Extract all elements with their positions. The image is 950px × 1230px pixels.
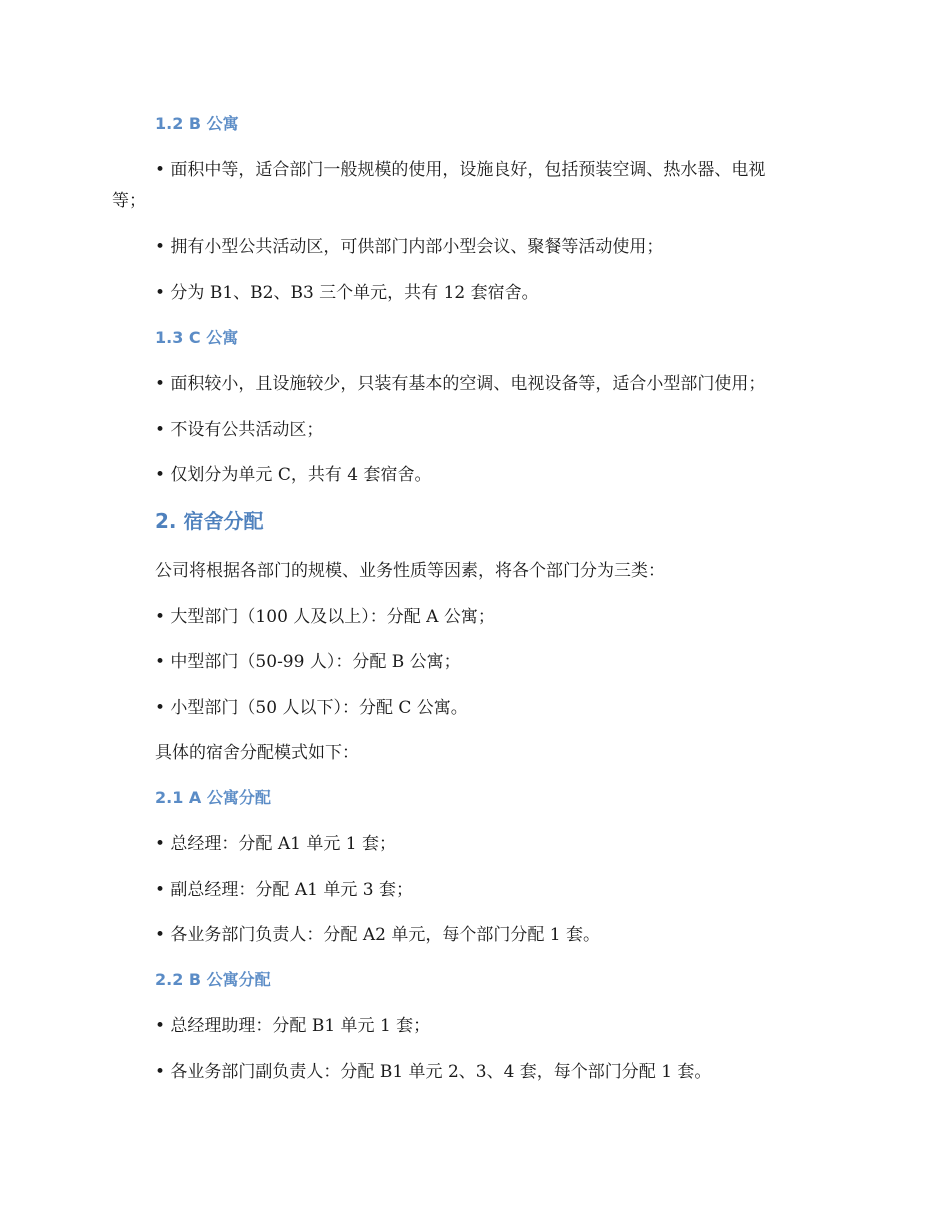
section-heading-1-2: 1.2 B 公寓 xyxy=(155,114,239,133)
bullet-item: • 总经理：分配 A1 单元 1 套； xyxy=(155,834,396,854)
bullet-item: • 仅划分为单元 C，共有 4 套宿舍。 xyxy=(155,465,432,485)
section-heading-2-1: 2.1 A 公寓分配 xyxy=(155,788,271,807)
bullet-item: • 各业务部门副负责人：分配 B1 单元 2、3、4 套，每个部门分配 1 套。 xyxy=(155,1062,712,1082)
bullet-item: • 各业务部门负责人：分配 A2 单元，每个部门分配 1 套。 xyxy=(155,925,600,945)
paragraph: 具体的宿舍分配模式如下： xyxy=(155,743,359,763)
section-heading-2-2: 2.2 B 公寓分配 xyxy=(155,970,271,989)
bullet-item: • 面积中等，适合部门一般规模的使用，设施良好，包括预装空调、热水器、电视 xyxy=(155,160,766,180)
bullet-item: • 中型部门（50-99 人）：分配 B 公寓； xyxy=(155,652,461,672)
paragraph: 公司将根据各部门的规模、业务性质等因素，将各个部门分为三类： xyxy=(155,561,665,581)
section-heading-1-3: 1.3 C 公寓 xyxy=(155,328,239,347)
bullet-item: • 面积较小，且设施较少，只装有基本的空调、电视设备等，适合小型部门使用； xyxy=(155,374,766,394)
bullet-item: • 不设有公共活动区； xyxy=(155,420,324,440)
bullet-item: • 大型部门（100 人及以上）：分配 A 公寓； xyxy=(155,607,495,627)
section-heading-2: 2. 宿舍分配 xyxy=(155,509,264,533)
bullet-item: • 拥有小型公共活动区，可供部门内部小型会议、聚餐等活动使用； xyxy=(155,237,664,257)
bullet-item-continuation: 等； xyxy=(112,191,146,211)
bullet-item: • 总经理助理：分配 B1 单元 1 套； xyxy=(155,1016,431,1036)
bullet-item: • 分为 B1、B2、B3 三个单元，共有 12 套宿舍。 xyxy=(155,283,539,303)
bullet-item: • 副总经理：分配 A1 单元 3 套； xyxy=(155,880,413,900)
bullet-item: • 小型部门（50 人以下）：分配 C 公寓。 xyxy=(155,698,468,718)
